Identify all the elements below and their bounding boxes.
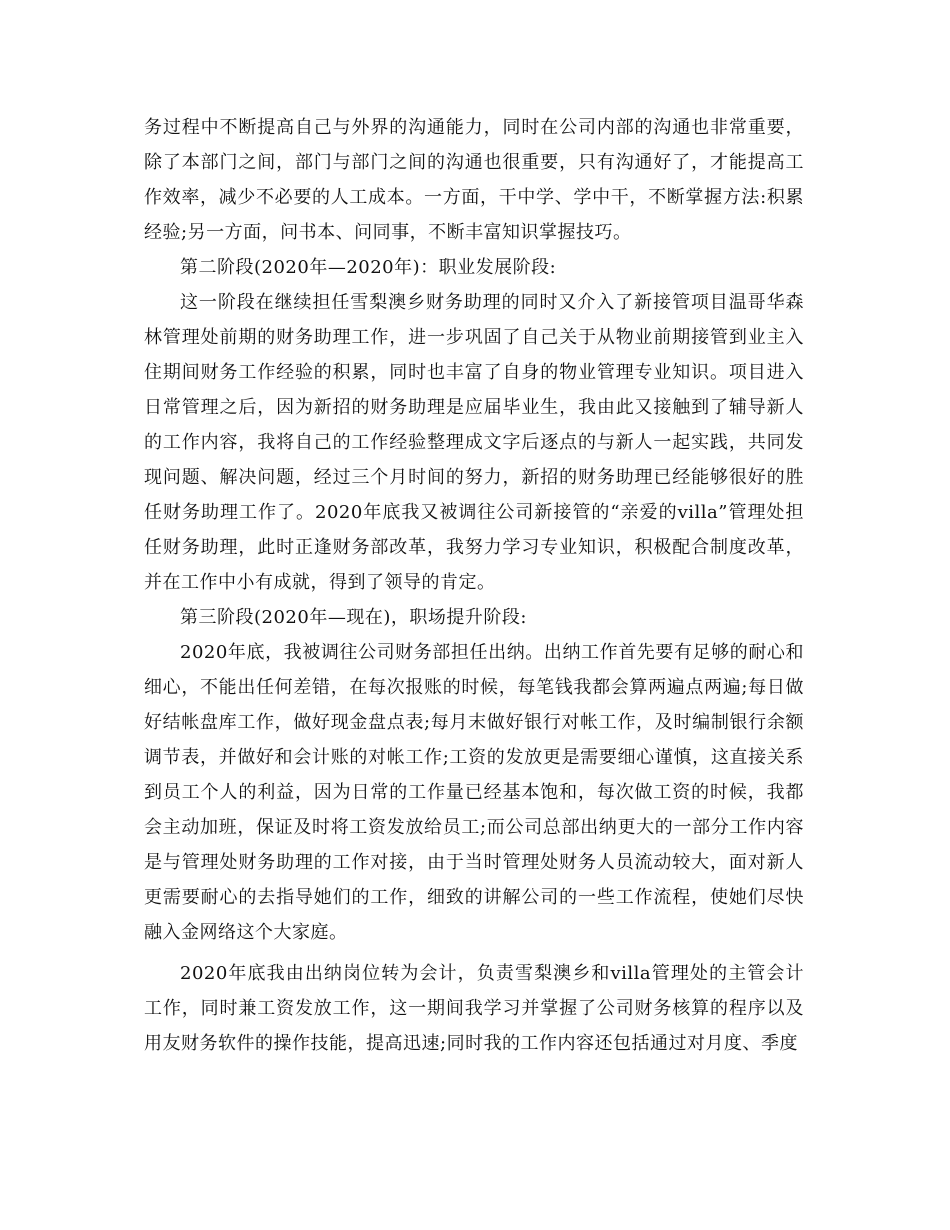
paragraph-stage-two: 这一阶段在继续担任雪梨澳乡财务助理的同时又介入了新接管项目温哥华森林管理处前期的财务助理工作，进一步巩固了自己关于从物业前期接管到业主入住期间财务工作经验的积累，同时也丰富了自身的物业管理专业知识。项目进入日常管理之后，因为新招的财务助理是应届毕业生，我由此又接触到了辅导新人的工作内容，我将自己的工作经验整理成文字后逐点的与新人一起实践，共同发现问题、解决问题，经过三个月时间的努力，新招的财务助理已经能够很好的胜任财务助理工作了。2020年底我又被调往公司新接管的“亲爱的villa”管理处担任财务助理，此时正逢财务部改革，我努力学习专业知识，积极配合制度改革，并在工作中小有成就，得到了领导的肯定。 (144, 292, 804, 593)
paragraph-stage-three-accountant: 2020年底我由出纳岗位转为会计，负责雪梨澳乡和villa管理处的主管会计工作，同时兼工资发放工作，这一期间我学习并掌握了公司财务核算的程序以及用友财务软件的操作技能，提高迅速;同时我的工作内容还包括通过对月度、季度 (144, 963, 804, 1054)
paragraph-stage-three-cashier: 2020年底，我被调往公司财务部担任出纳。出纳工作首先要有足够的耐心和细心，不能出任何差错，在每次报账的时候，每笔钱我都会算两遍点两遍;每日做好结帐盘库工作，做好现金盘点表;每月末做好银行对帐工作，及时编制银行余额调节表，并做好和会计账的对帐工作;工资的发放更是需要细心谨慎，这直接关系到员工个人的利益，因为日常的工作量已经基本饱和，每次做工资的时候，我都会主动加班，保证及时将工资发放给员工;而公司总部出纳更大的一部分工作内容是与管理处财务助理的工作对接，由于当时管理处财务人员流动较大，面对新人更需要耐心的去指导她们的工作，细致的讲解公司的一些工作流程，使她们尽快融入金网络这个大家庭。 (144, 642, 804, 943)
section-heading-stage-three: 第三阶段(2020年—现在)，职场提升阶段: (180, 607, 527, 628)
document-body (144, 110, 804, 1061)
paragraph-continuation: 务过程中不断提高自己与外界的沟通能力，同时在公司内部的沟通也非常重要，除了本部门之间，部门与部门之间的沟通也很重要，只有沟通好了，才能提高工作效率，减少不必要的人工成本。一方面，干中学、学中干，不断掌握方法:积累经验;另一方面，问书本、问同事，不断丰富知识掌握技巧。 (144, 117, 804, 243)
section-heading-stage-two: 第二阶段(2020年—2020年)：职业发展阶段: (180, 257, 557, 278)
